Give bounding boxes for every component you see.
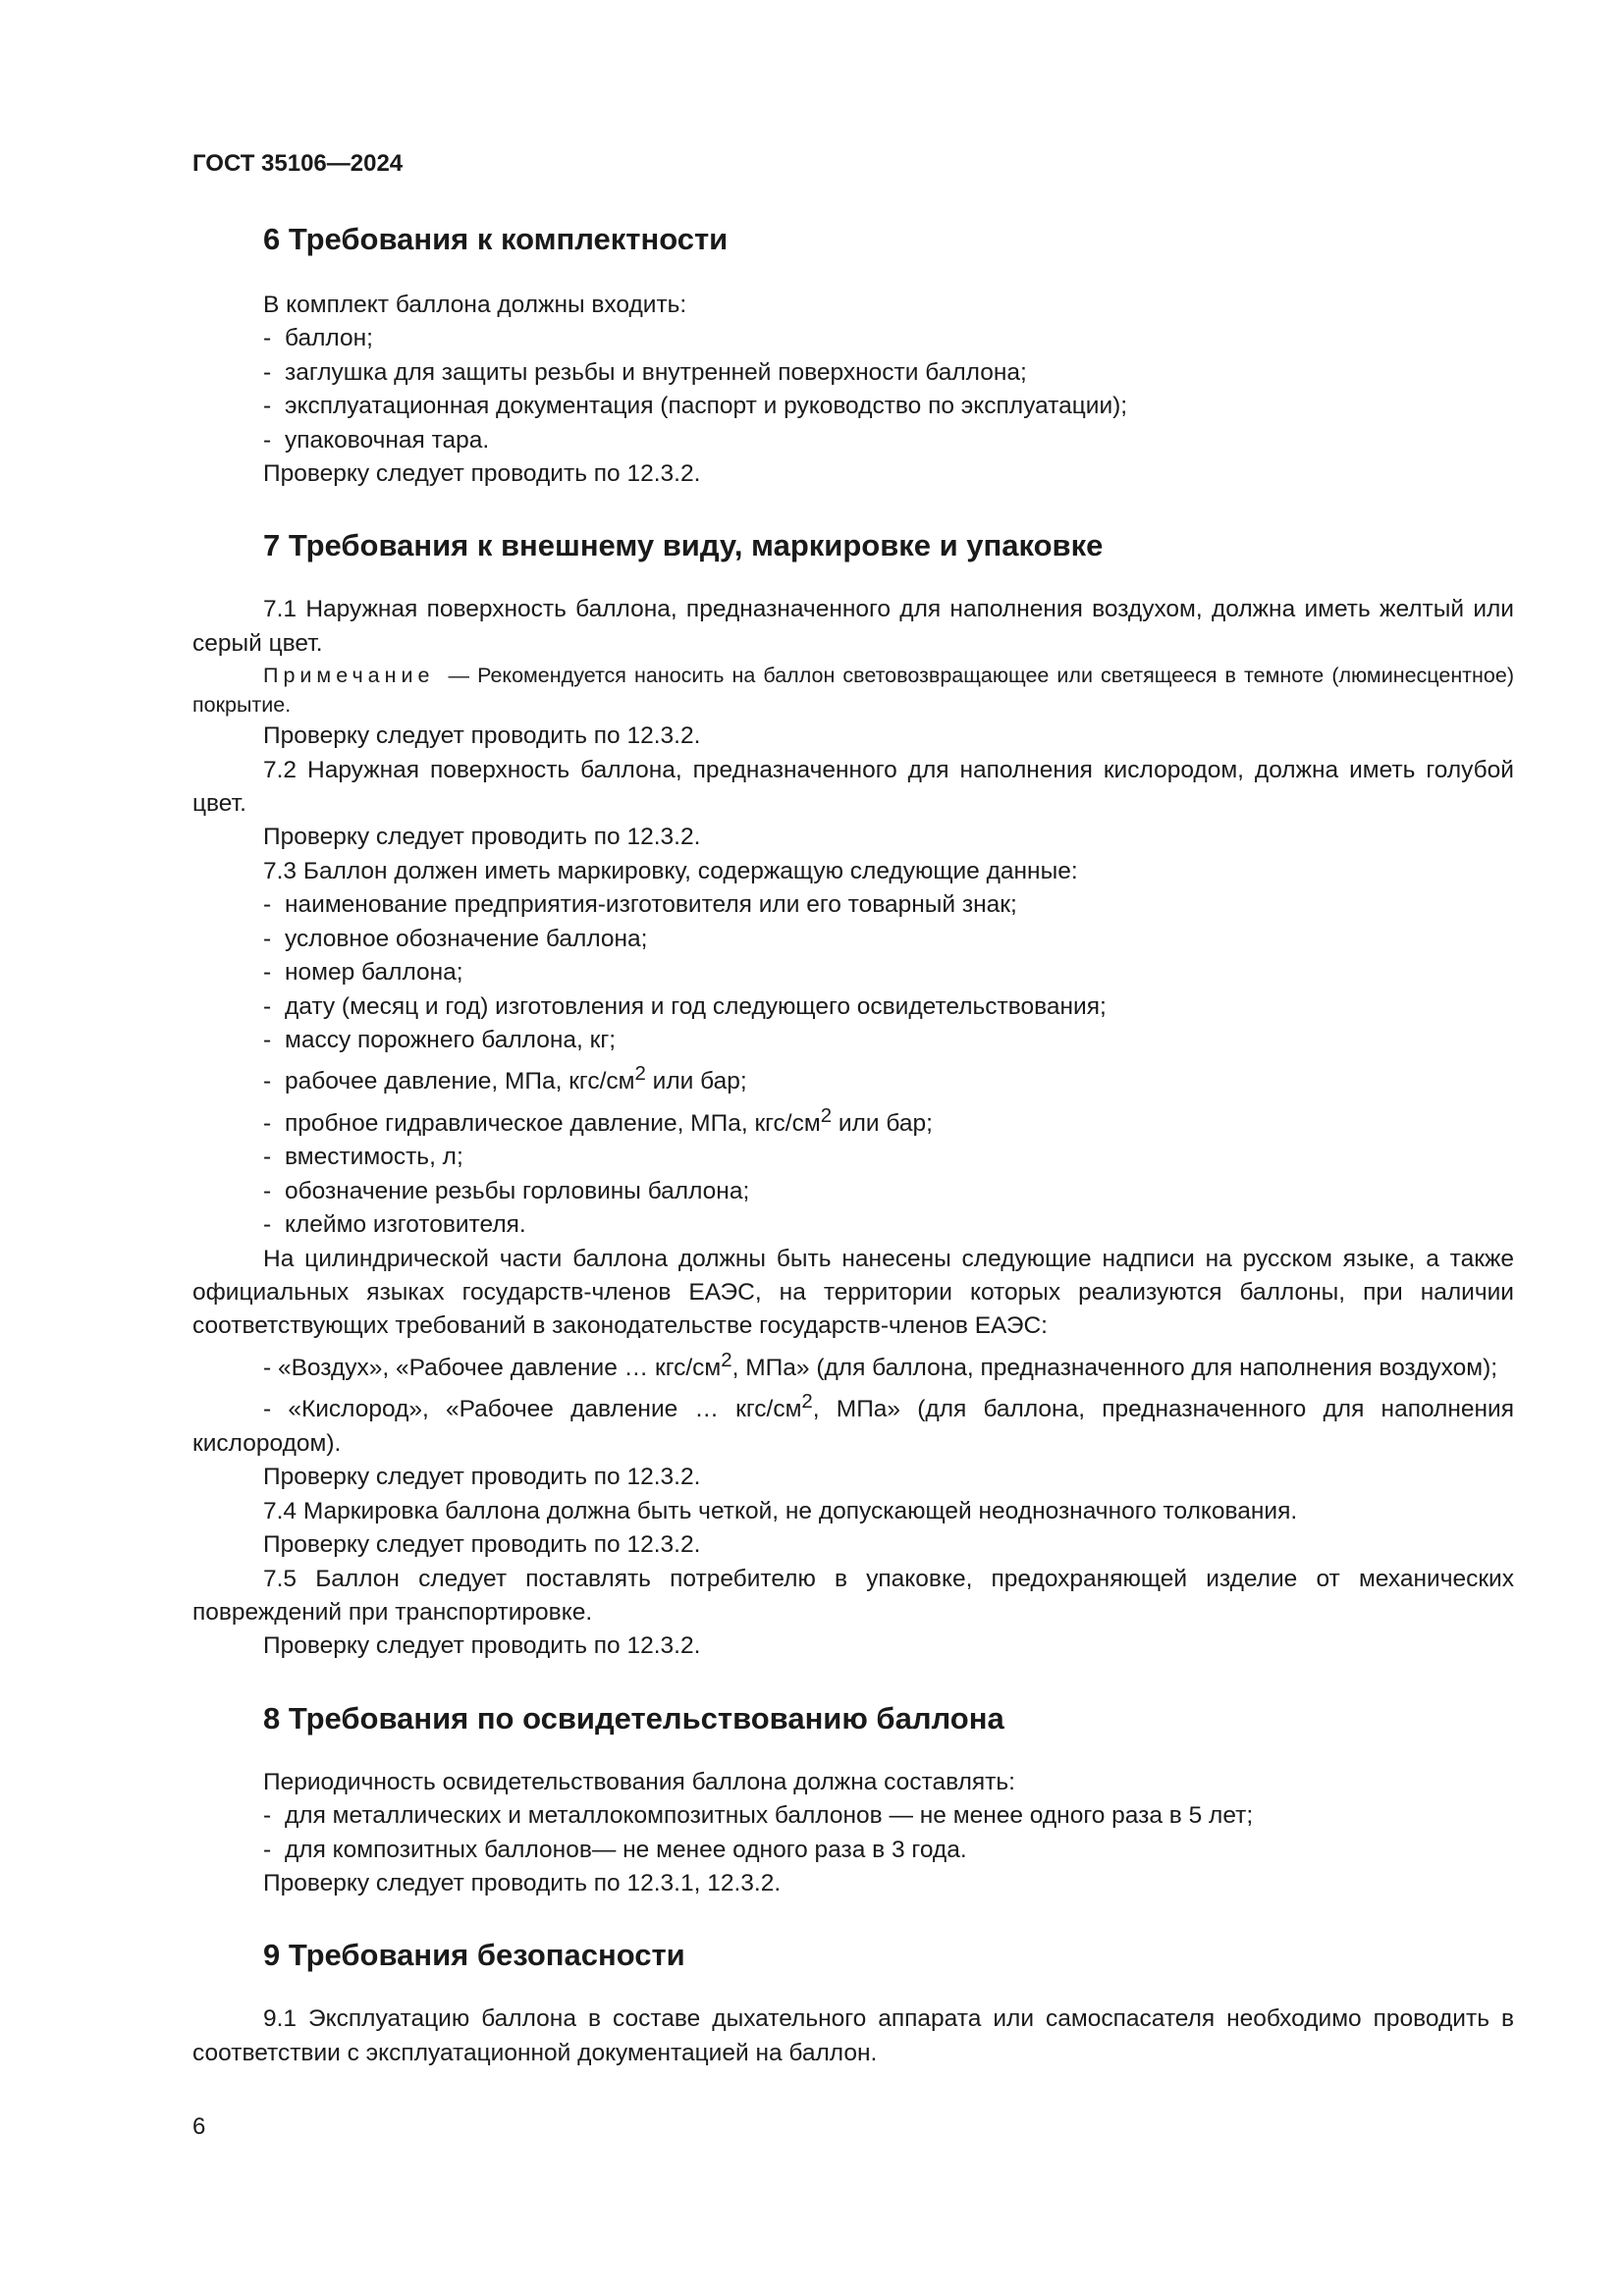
list-item: - номер баллона; (263, 959, 463, 987)
list-item: - рабочее давление, МПа, кгс/$см^2$ или бар; (263, 1063, 747, 1095)
section-8-title: 8 Требования по освидетельствованию баллона (263, 1700, 1004, 1735)
list-item: - для металлических и металлокомпозитных баллонов — не менее одного раза в 5 лет; (263, 1802, 1254, 1830)
section-6 (192, 220, 1514, 491)
paragraph-7-3: 7.3 Баллон должен иметь маркировку, содержащую следующие данные: (263, 857, 1078, 884)
list-item: - массу порожнего баллона, кг; (263, 1026, 617, 1053)
document-body (192, 220, 1514, 2070)
check-text: Проверку следует проводить по 12.3.2. (263, 1531, 701, 1559)
document-header: ГОСТ 35106—2024 (192, 150, 404, 177)
list-item: - условное обозначение баллона; (263, 925, 648, 952)
list-item: - пробное гидравлическое давление, МПа, кгс/$см^2$ или бар; (263, 1104, 933, 1138)
paragraph-cylinder-inscriptions: На цилиндрической части баллона должны быть нанесены следующие надписи на русском языке, а также официальных языках государств-членов ЕАЭС, на территории которых реализуются баллоны, при наличии соответствующих требований в законодательстве государств-членов ЕАЭС: (192, 1245, 1514, 1340)
section-6-intro: В комплект баллона должны входить: (263, 292, 687, 318)
list-item: - баллон; (263, 325, 373, 352)
section-8 (192, 1699, 1514, 1901)
section-7 (192, 526, 1514, 1663)
list-item: - клеймо изготовителя. (263, 1211, 526, 1239)
list-item: - эксплуатационная документация (паспорт и руководство по эксплуатации); (263, 393, 1128, 420)
page-number: 6 (192, 2113, 206, 2140)
inscription-air: - «Воздух», «Рабочее давление … кгс/$см^2$, МПа» (для баллона, предназначенного для наполнения воздухом); (263, 1349, 1498, 1382)
list-item: - вместимость, л; (263, 1144, 463, 1171)
check-text: Проверку следует проводить по 12.3.2. (263, 824, 701, 851)
check-text: Проверку следует проводить по 12.3.2. (263, 722, 701, 750)
paragraph-7-5: 7.5 Баллон следует поставлять потребителю в упаковке, предохраняющей изделие от механических повреждений при транспортировке. (192, 1565, 1514, 1627)
list-item: - упаковочная тара. (263, 426, 490, 454)
inscription-oxygen: - «Кислород», «Рабочее давление … кгс/$см^2$, МПа» (для баллона, предназначенного для наполнения кислородом). (192, 1391, 1514, 1457)
paragraph-9-1: 9.1 Эксплуатацию баллона в составе дыхательного аппарата или самоспасателя необходимо проводить в соответствии с эксплуатационной документацией на баллон. (192, 2005, 1514, 2066)
section-7-title: 7 Требования к внешнему виду, маркировке и упаковке (263, 528, 1104, 563)
check-text: Проверку следует проводить по 12.3.2. (263, 1464, 701, 1491)
check-text: Проверку следует проводить по 12.3.1, 12.3.2. (263, 1870, 782, 1897)
section-9-title: 9 Требования безопасности (263, 1938, 685, 1973)
paragraph-7-4: 7.4 Маркировка баллона должна быть четкой, не допускающей неоднозначного толкования. (263, 1497, 1298, 1524)
note (192, 661, 1514, 720)
section-8-intro: Периодичность освидетельствования баллона должна составлять: (263, 1768, 1015, 1795)
list-item: - для композитных баллонов— не менее одного раза в 3 года. (263, 1836, 967, 1863)
section-9 (192, 1936, 1514, 2070)
list-item: - наименование предприятия-изготовителя или его товарный знак; (263, 891, 1017, 919)
paragraph-7-1: 7.1 Наружная поверхность баллона, предназначенного для наполнения воздухом, должна иметь желтый или серый цвет. (192, 596, 1514, 657)
note-label: Примечание (263, 664, 435, 688)
section-6-title: 6 Требования к комплектности (263, 222, 729, 256)
list-item: - дату (месяц и год) изготовления и год следующего освидетельствования; (263, 992, 1107, 1020)
check-text: Проверку следует проводить по 12.3.2. (263, 1632, 701, 1660)
list-item: - обозначение резьбы горловины баллона; (263, 1177, 750, 1204)
note-text: — Рекомендуется наносить на баллон световозвращающее или светящееся в темноте (люминесцентное) покрытие. (192, 664, 1514, 718)
paragraph-7-2: 7.2 Наружная поверхность баллона, предназначенного для наполнения кислородом, должна иметь голубой цвет. (192, 756, 1514, 818)
list-item: - заглушка для защиты резьбы и внутренней поверхности баллона; (263, 358, 1027, 386)
check-text: Проверку следует проводить по 12.3.2. (263, 460, 701, 488)
